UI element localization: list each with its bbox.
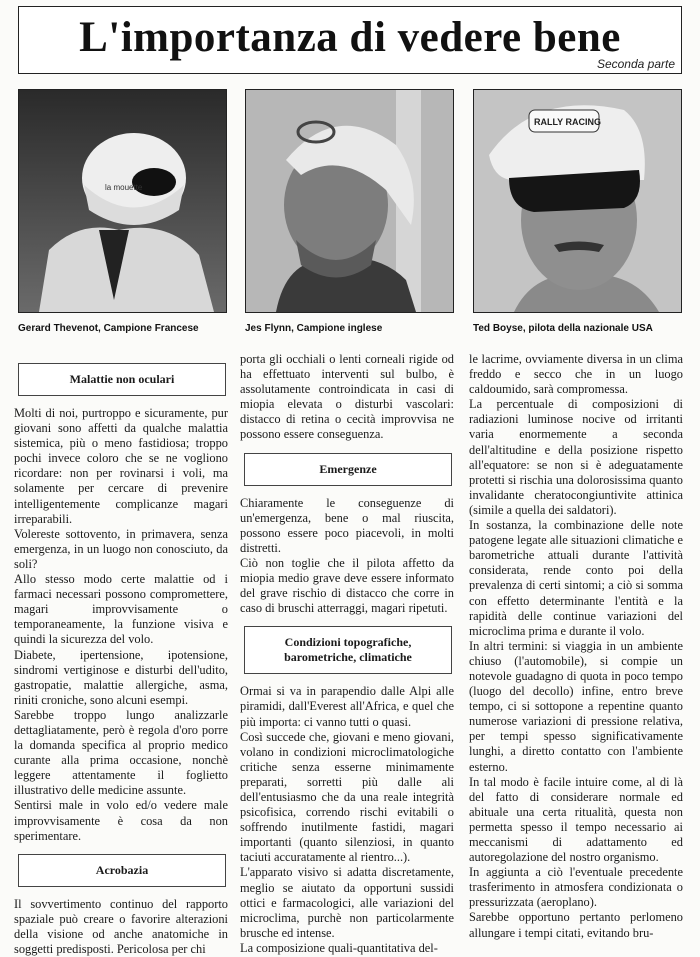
column-3	[469, 352, 683, 941]
paragraph: Chiaramente le conseguenze di un'emergenza, bene o mal riuscita, possono essere poco piacevoli, in molti distretti.	[240, 495, 454, 555]
paragraph: Molti di noi, purtroppo e sicuramente, pur giovani sono affetti da qualche malattia sistemica, più o meno fastidiosa; troppo pochi invece coloro che se ne vogliono ricordare: non per rovinarsi i voli, ma solamente per cercare di prevenire intelligentemente complicanze magari irreparabili.	[14, 406, 228, 526]
paragraph: le lacrime, ovviamente diversa in un clima freddo e secco che in un luogo caldoumido, sarà compromessa.	[469, 352, 683, 397]
caption-1: Gerard Thevenot, Campione Francese	[18, 323, 199, 334]
paragraph: Sentirsi male in volo ed/o vedere male improvvisamente è cosa da non sperimentare.	[14, 798, 228, 843]
article-title: L'importanza di vedere bene	[79, 14, 621, 61]
paragraph: Sarebbe opportuno pertanto perlomeno allungare i tempi citati, evitando bru-	[469, 910, 683, 940]
paragraph: porta gli occhiali o lenti corneali rigide od ha effettuato interventi sul bulbo, è assolutamente controindicata in casi di miopia elevata o disturbi vascolari: distacco di retina o cecità improvvisa ne possono essere conseguenza.	[240, 352, 454, 442]
paragraph: Ciò non toglie che il pilota affetto da miopia medio grave deve essere informato del grave rischio di distacco che corre in caso di bruschi atterraggi, magari ripetuti.	[240, 555, 454, 616]
helmet-text: la mouette	[105, 183, 143, 192]
paragraph: In aggiunta a ciò l'eventuale precedente trasferimento in atmosfera condizionata o pressurizzata (aeroplano).	[469, 865, 683, 910]
paragraph: Ormai si va in parapendio dalle Alpi alle piramidi, dall'Everest all'Africa, e quel che più importa: ci vanno tutti o quasi.	[240, 684, 454, 729]
photo-ted-boyse	[473, 89, 682, 313]
paragraph: L'apparato visivo si adatta discretamente, meglio se aiutato da opportuni sussidi ottici e farmacologici, alle variazioni del microclima, purchè non particolarmente brusche ed intense.	[240, 865, 454, 940]
photo-jes-flynn	[245, 89, 454, 313]
paragraph: In tal modo è facile intuire come, al di là del fatto di considerare normale ed abituale una certa ritualità, questa non permetta spesso il tempo necessario ai meccanismi di adattamento ed autoregolazione del nostro organismo.	[469, 774, 683, 865]
paragraph: Così succede che, giovani e meno giovani, volano in condizioni microclimatologiche critiche senza esserne minimamente preparati, sorretti più dalle ali dell'entusiasmo che da una reale integrità psicofisica, correndo rischi evitabili o soffrendo inutilmente fastidi, magari importanti (quanto silenziosi, in quanto taciuti accuratamente al rientro...).	[240, 729, 454, 865]
heading-acrobazia: Acrobazia	[18, 854, 226, 887]
heading-condizioni: Condizioni topografiche, barometriche, climatiche	[244, 626, 452, 674]
paragraph: Volereste sottovento, in primavera, senza emergenza, in un luogo non conosciuto, da soli?	[14, 526, 228, 571]
heading-malattie-non-oculari: Malattie non oculari	[18, 363, 226, 396]
paragraph: In altri termini: si viaggia in un ambiente chiuso (l'automobile), si compie un notevole guadagno di quota in poco tempo (luogo del decollo) infine, entro breve tempo, ci si sottopone a repentine quanto numerose variazioni di pressione relativa, per tempi spesso significativamente lunghi, a diretto contatto con l'ambiente esterno.	[469, 638, 683, 774]
paragraph: La percentuale di composizioni di radiazioni luminose nocive od irritanti varia enormemente a seconda dell'altitudine e della posizione rispetto all'equatore: se non si è adeguatamente protetti si rischia una dolorosissima quanto invalidante cheratocongiuntivite attinica (simile a quella dei saldatori).	[469, 397, 683, 517]
paragraph: La composizione quali-quantitativa del-	[240, 940, 438, 955]
caption-2: Jes Flynn, Campione inglese	[245, 323, 383, 334]
paragraph: Sarebbe troppo lungo analizzarle dettagliatamente, però è regola d'oro porre la domanda specifica al proprio medico curante alla prima occasione, nonchè leggere attentamente il foglietto illustrativo delle medicine assunte.	[14, 707, 228, 798]
cap-logo-text: RALLY RACING	[534, 117, 602, 127]
photo-gerard-thevenot	[18, 89, 227, 313]
column-1	[14, 356, 228, 957]
caption-3: Ted Boyse, pilota della nazionale USA	[473, 323, 653, 334]
title-box	[18, 6, 682, 74]
paragraph: Diabete, ipertensione, ipotensione, sindromi vertiginose e disturbi dell'udito, gastropatie, malattie allergiche, asma, riniti croniche, sono alcuni esempi.	[14, 647, 228, 707]
paragraph: In sostanza, la combinazione delle note patogene legate alle situazioni climatiche e barometriche attuali durante l'attività considerata, rende conto poi della prevalenza di certi sintomi; a ciò si somma con effetto determinante l'entità e la rapidità delle continue variazioni del microclima prima e durante il volo.	[469, 518, 683, 638]
column-2	[240, 352, 454, 956]
paragraph: Il sovvertimento continuo del rapporto spaziale può creare o favorire alterazioni della visione od anche anatomiche in soggetti predisposti. Pericolosa per chi	[14, 896, 228, 956]
article-subtitle: Seconda parte	[596, 57, 675, 71]
heading-emergenze: Emergenze	[244, 453, 452, 486]
paragraph: Allo stesso modo certe malattie od i farmaci necessari possono compromettere, magari improvvisamente o temporaneamente, la funzione visiva e quindi la sicurezza del volo.	[14, 572, 228, 647]
